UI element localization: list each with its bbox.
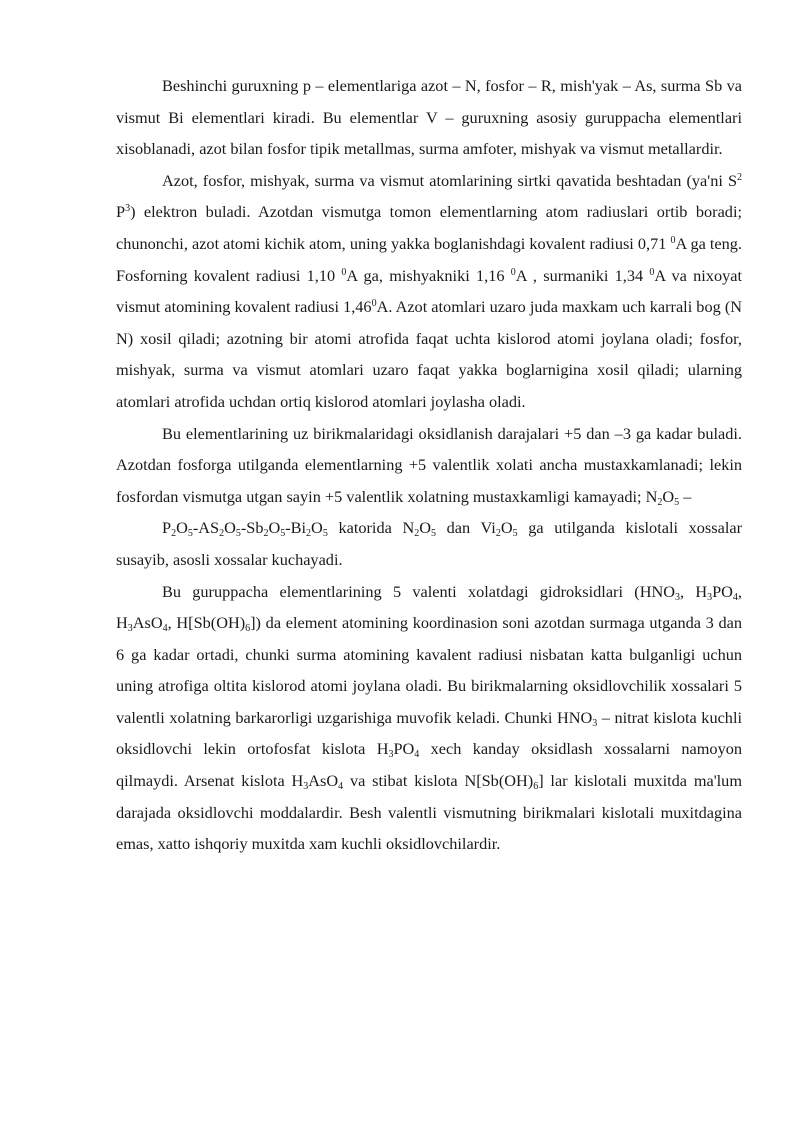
subscript: 4 <box>162 623 168 635</box>
text-run: O <box>500 518 513 538</box>
text-run: AsO <box>308 771 339 791</box>
text-run: -Sb <box>240 518 264 538</box>
text-run: xech kanday oksidlash xossalarni namoyon qilmaydi. Arsenat kislota H <box>116 739 742 791</box>
subscript: 2 <box>657 496 663 508</box>
text-run: O <box>176 518 188 538</box>
text-run: A , surmaniki 1,34 <box>515 265 650 285</box>
text-run: ] lar kislotali muxitda ma'lum darajada oksidlovchi moddalardir. Besh valentli vismutning birikmalari kislotali muxitdagina emas, xatto ishqoriy muxitda xam kuchli oksidlovchilardir. <box>116 771 742 854</box>
superscript: 0 <box>670 234 676 246</box>
subscript: 6 <box>245 623 251 635</box>
subscript: 3 <box>592 717 598 729</box>
superscript: 0 <box>371 298 377 310</box>
superscript: 2 <box>737 171 742 183</box>
text-run: ) elektron buladi. Azotdan vismutga tomon elementlarning atom radiuslari ortib boradi; chunonchi, azot atomi kichik atom, uning yakka boglanishdagi kovalent radiusi 0,71 <box>116 202 742 253</box>
text-run: A ga teng. Fosforning kovalent radiusi 1,10 <box>116 233 742 285</box>
paragraph-3 <box>116 418 742 513</box>
subscript: 2 <box>414 528 420 540</box>
superscript: 0 <box>510 266 516 278</box>
subscript: 5 <box>512 528 518 540</box>
text-run: Bu elementlarining uz birikmalaridagi oksidlanish darajalari +5 dan –3 ga kadar buladi. Azotdan fosforga utilganda elementlarning +5 valentlik xolati ancha mustaxkamlanadi; lekin fosfordan vismutga utgan sayin +5 valentlik xolatning mustaxkamligi kamayadi; N <box>116 423 742 506</box>
text-run: O <box>224 518 236 538</box>
text-run: Bu guruppacha elementlarining 5 valenti xolatdagi gidroksidlari (HNO <box>162 581 675 601</box>
subscript: 5 <box>674 496 680 508</box>
text-run: P <box>162 518 172 538</box>
document-page <box>116 70 742 860</box>
text-run: A. Azot atomlari uzaro juda maxkam uch karrali bog (N N) xosil qiladi; azotning bir atomi atrofida faqat uchta kislorod atomi joylana oladi; fosfor, mishyak, surma va vismut atomlari uzaro faqat yakka boglarnigina xosil qiladi; ularning atomlari atrofida uchdan ortiq kislorod atomlari joylasha oladi. <box>116 297 742 411</box>
subscript: 4 <box>732 591 738 603</box>
superscript: 0 <box>341 266 347 278</box>
subscript: 3 <box>388 749 394 761</box>
subscript: 3 <box>674 591 680 603</box>
text-run: – nitrat kislota kuchli oksidlovchi lekin ortofosfat kislota H <box>116 707 742 759</box>
text-run: katorida N <box>327 518 415 538</box>
superscript: 0 <box>649 266 655 278</box>
paragraph-4 <box>116 512 742 575</box>
paragraph-1 <box>116 70 742 165</box>
text-run: A va nixoyat vismut atomining kovalent radiusi 1,46 <box>116 265 743 317</box>
subscript: 5 <box>187 528 193 540</box>
text-run: -AS <box>192 518 220 538</box>
subscript: 5 <box>431 528 436 540</box>
subscript: 4 <box>338 781 344 793</box>
subscript: 3 <box>127 623 133 635</box>
subscript: 4 <box>414 749 420 761</box>
subscript: 2 <box>495 528 501 540</box>
paragraph-2 <box>116 165 742 418</box>
text-run: ]) da element atomining koordinasion soni azotdan surmaga utganda 3 dan 6 ga kadar ortadi, chunki surma atomining kavalent radiusi nisbatan katta bulganligi uchun uning atrofiga oltita kislorod atomi joylana oladi. Bu birikmalarning oksidlovchilik xossalari 5 valentli xolatning barkarorligi uzgarishiga muvofik keladi. Chunki HNO <box>116 613 743 727</box>
subscript: 2 <box>171 528 177 540</box>
text-run: O <box>311 518 323 538</box>
text-run: PO <box>712 581 733 601</box>
subscript: 6 <box>533 781 539 793</box>
superscript: 3 <box>125 203 131 215</box>
subscript: 3 <box>303 781 309 793</box>
text-run: P <box>116 202 126 222</box>
text-run: O <box>268 518 281 538</box>
text-run: -Bi <box>285 518 307 538</box>
text-run: va stibat kislota N[Sb(OH) <box>343 771 534 791</box>
text-run: AsO <box>132 613 163 633</box>
text-run: O <box>419 518 431 538</box>
subscript: 5 <box>235 528 241 540</box>
text-run: PO <box>393 739 415 759</box>
subscript: 5 <box>322 528 328 540</box>
subscript: 3 <box>707 591 713 603</box>
text-run: Beshinchi guruxning p – elementlariga azot – N, fosfor – R, mish'yak – As, surma Sb va vismut Bi elementlari kiradi. Bu elementlar V – guruxning asosiy guruppacha elementlari xisoblanadi, azot bilan fosfor tipik metallmas, surma amfoter, mishyak va vismut metallardir. <box>116 76 742 159</box>
subscript: 2 <box>219 528 225 540</box>
text-run: O <box>662 486 675 506</box>
subscript: 2 <box>263 528 269 540</box>
subscript: 2 <box>306 528 312 540</box>
text-run: , H <box>679 581 708 601</box>
paragraph-5 <box>116 576 742 860</box>
text-run: – <box>679 486 692 506</box>
text-run: dan Vi <box>436 518 496 538</box>
subscript: 5 <box>280 528 286 540</box>
text-run: , H <box>116 581 742 633</box>
text-run: ga utilganda kislotali xossalar susayib, asosli xossalar kuchayadi. <box>116 518 742 569</box>
text-run: A ga, mishyakniki 1,16 <box>346 265 511 285</box>
text-run: Azot, fosfor, mishyak, surma va vismut atomlarining sirtki qavatida beshtadan (ya'ni S <box>162 170 737 190</box>
text-run: , H[Sb(OH) <box>167 613 246 633</box>
